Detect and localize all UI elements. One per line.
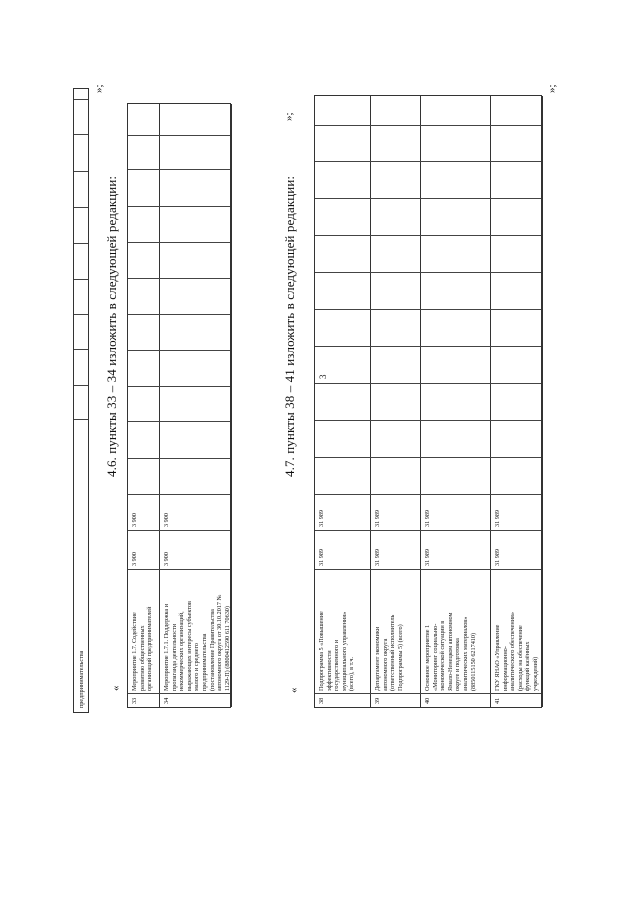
- row-name: Подпрограмма 5 «Повышение эффективности государственного и муниципального управления» (всего), в т.ч.: [318, 611, 356, 691]
- page-number: 3: [318, 374, 328, 379]
- row-value-1: 31 989: [494, 548, 501, 566]
- row-value-1: 31 989: [374, 548, 381, 566]
- table-row: [160, 104, 232, 707]
- row-name: Мероприятие 1.7.1. Поддержка и пропаганда деятельности некоммерческих организаций, выражающих интересы субъектов малого и среднего предпринимательства (постановление Правительства автономного округа от 30.10.2017 № 1129-П) (8800412590 611 70630): [163, 594, 231, 691]
- row-value-2: 3 900: [163, 513, 170, 527]
- row-num: 40: [424, 697, 431, 704]
- table-row: [128, 104, 160, 707]
- row-name: Департамент экономики автономного округа (ответственный исполнитель Подпрограммы 5) (всего): [374, 614, 404, 691]
- row-num: 34: [163, 697, 170, 704]
- row-value-2: 31 989: [374, 509, 381, 527]
- table-46: [127, 103, 231, 708]
- row-num: 39: [374, 697, 381, 704]
- row-value-1: 3 900: [163, 552, 170, 566]
- section-47-closing: »;: [546, 84, 558, 93]
- row-value-2: 31 989: [494, 509, 501, 527]
- table-row: [371, 96, 421, 707]
- table-row: [315, 96, 371, 707]
- row-value-1: 3 900: [131, 552, 138, 566]
- row-value-1: 31 989: [318, 548, 325, 566]
- top-table: [73, 88, 89, 713]
- section-47-open-quote: «: [288, 687, 300, 693]
- row-name: Основное мероприятие 1 «Мониторинг социально-экономической ситуации в Ямало-Ненецком автономном округе и подготовка аналитических материалов» (8850115150 6217410): [424, 612, 477, 691]
- row-value-1: 31 989: [424, 548, 431, 566]
- row-name: Мероприятие 1.7. Содействие развитию общественных организаций предпринимателей: [131, 606, 154, 691]
- table-row: [421, 96, 491, 707]
- section-46-closing: »;: [283, 112, 295, 121]
- row-num: 38: [318, 697, 325, 704]
- top-table-closing: »;: [93, 84, 105, 93]
- top-table-cell: предпринимательства: [78, 650, 85, 708]
- table-47: [314, 95, 542, 708]
- row-value-2: 31 989: [318, 509, 325, 527]
- section-47-heading: 4.7. пункты 38 – 41 изложить в следующей редакции:: [282, 175, 297, 477]
- row-value-2: 31 989: [424, 509, 431, 527]
- row-num: 33: [131, 697, 138, 704]
- row-name: ГКУ ЯНАО «Управление информационно-аналитического обеспечения» (расходы на обеспечение функций казённых учреждений): [494, 612, 539, 691]
- row-num: 41: [494, 697, 501, 704]
- table-row: [491, 96, 543, 707]
- row-value-2: 3 900: [131, 513, 138, 527]
- section-46-open-quote: «: [110, 685, 122, 691]
- section-46-heading: 4.6. пункты 33 – 34 изложить в следующей редакции:: [104, 175, 119, 477]
